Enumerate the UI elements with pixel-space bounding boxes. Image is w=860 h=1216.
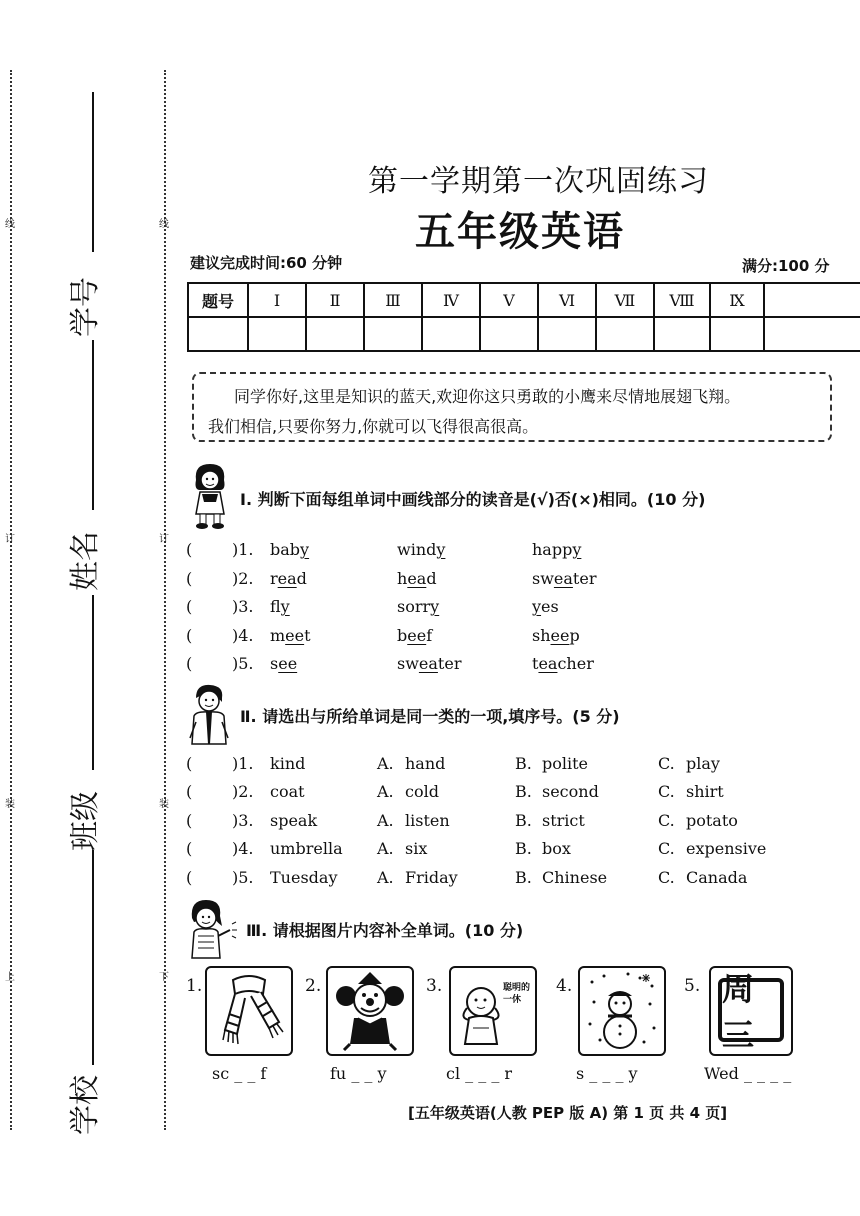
item-number: 1. <box>186 976 203 996</box>
class-label: 班级 <box>68 791 103 851</box>
picture-box <box>205 966 293 1056</box>
word: fly <box>270 597 290 616</box>
item-number: 3. <box>426 976 443 996</box>
answer-paren[interactable]: ( <box>186 626 193 645</box>
margin-mark: 上 <box>5 972 15 983</box>
greeting-box <box>192 372 832 442</box>
given-word: umbrella <box>270 839 343 858</box>
id-label: 学号 <box>68 277 103 337</box>
answer-paren[interactable]: ( <box>186 569 193 588</box>
item-number: )4. <box>232 839 254 858</box>
score-col: Ⅵ <box>538 283 596 317</box>
option-a: hand <box>405 754 446 773</box>
margin-mark: 装 <box>159 799 169 810</box>
option-b: strict <box>542 811 585 830</box>
word: meet <box>270 626 311 645</box>
score-col: Ⅲ <box>364 283 422 317</box>
fill-word: sc _ _ f <box>212 1064 267 1083</box>
option-a: listen <box>405 811 450 830</box>
answer-paren[interactable]: ( <box>186 597 193 616</box>
option-a-label: A. <box>377 754 394 773</box>
word: head <box>397 569 437 588</box>
picture-box <box>578 966 666 1056</box>
score-col: Ⅳ <box>422 283 480 317</box>
score-value-row <box>188 317 860 351</box>
picture-box <box>449 966 537 1056</box>
margin-mark: 线 <box>159 219 169 230</box>
full-marks: 满分:100 分 <box>742 257 830 275</box>
option-b-label: B. <box>515 782 532 801</box>
option-b: polite <box>542 754 589 773</box>
option-c: Canada <box>686 868 748 887</box>
score-head-cell: 题号 <box>188 283 248 317</box>
option-c: potato <box>686 811 738 830</box>
score-header-row <box>188 283 860 317</box>
name-line <box>92 340 94 510</box>
margin-mark: 装 <box>5 799 15 810</box>
page-footer: [五年级英语(人教 PEP 版 A) 第 1 页 共 4 页] <box>408 1104 728 1122</box>
score-col: Ⅴ <box>480 283 538 317</box>
item-number: 5. <box>684 976 701 996</box>
option-a-label: A. <box>377 811 394 830</box>
item-number: )5. <box>232 654 254 673</box>
answer-paren[interactable]: ( <box>186 811 193 830</box>
margin-mark: 下 <box>159 972 169 983</box>
score-table <box>187 282 860 352</box>
option-a-label: A. <box>377 782 394 801</box>
score-col: Ⅶ <box>596 283 654 317</box>
section-1-title: Ⅰ. 判断下面每组单词中画线部分的读音是(√)否(×)相同。(10 分) <box>240 490 706 509</box>
greeting-line: 我们相信,只要你努力,你就可以飞得很高很高。 <box>208 417 539 436</box>
option-a: cold <box>405 782 439 801</box>
option-b: box <box>542 839 571 858</box>
boy-icon <box>186 682 232 746</box>
word: sweater <box>532 569 597 588</box>
section-3-title: Ⅲ. 请根据图片内容补全单词。(10 分) <box>246 921 524 940</box>
word: teacher <box>532 654 594 673</box>
scarf-icon <box>207 968 291 1054</box>
score-col: Ⅷ <box>654 283 710 317</box>
score-cell[interactable] <box>188 317 248 351</box>
item-number: )4. <box>232 626 254 645</box>
item-number: )2. <box>232 782 254 801</box>
word: beef <box>397 626 433 645</box>
word: sheep <box>532 626 580 645</box>
score-col: Ⅸ <box>710 283 764 317</box>
given-word: kind <box>270 754 306 773</box>
item-number: )1. <box>232 540 254 559</box>
word: happy <box>532 540 582 559</box>
clown-icon <box>328 968 412 1054</box>
item-number: )3. <box>232 811 254 830</box>
item-number: )1. <box>232 754 254 773</box>
page-title: 第一学期第一次巩固练习 <box>368 164 709 199</box>
margin-mark: 订 <box>5 534 15 545</box>
option-b-label: B. <box>515 868 532 887</box>
score-col: Ⅱ <box>306 283 364 317</box>
score-cell[interactable] <box>764 317 860 351</box>
score-cell[interactable] <box>596 317 654 351</box>
subject-title: 五年级英语 <box>415 209 625 255</box>
word: yes <box>532 597 559 616</box>
name-label: 姓名 <box>68 531 103 591</box>
word: sweater <box>397 654 462 673</box>
score-cell[interactable] <box>654 317 710 351</box>
word: see <box>270 654 298 673</box>
time-note: 建议完成时间:60 分钟 <box>190 254 343 272</box>
item-number: )2. <box>232 569 254 588</box>
answer-paren[interactable]: ( <box>186 782 193 801</box>
given-word: coat <box>270 782 305 801</box>
thinking-baby-icon <box>451 968 535 1054</box>
option-c: shirt <box>686 782 724 801</box>
score-col <box>764 283 860 317</box>
score-cell[interactable] <box>248 317 306 351</box>
option-b: second <box>542 782 599 801</box>
option-b-label: B. <box>515 839 532 858</box>
option-c: play <box>686 754 720 773</box>
margin-mark: 线 <box>5 219 15 230</box>
answer-paren[interactable]: ( <box>186 540 193 559</box>
answer-paren[interactable]: ( <box>186 839 193 858</box>
word: read <box>270 569 307 588</box>
option-b-label: B. <box>515 754 532 773</box>
picture-box <box>709 966 793 1056</box>
word: baby <box>270 540 310 559</box>
score-cell[interactable] <box>710 317 764 351</box>
score-cell[interactable] <box>538 317 596 351</box>
option-c-label: C. <box>658 868 675 887</box>
answer-paren[interactable]: ( <box>186 868 193 887</box>
option-c-label: C. <box>658 754 675 773</box>
option-c: expensive <box>686 839 767 858</box>
score-cell[interactable] <box>364 317 422 351</box>
option-a: Friday <box>405 868 458 887</box>
id-line <box>92 92 94 252</box>
greeting-line: 同学你好,这里是知识的蓝天,欢迎你这只勇敢的小鹰来尽情地展翅飞翔。 <box>234 387 741 406</box>
item-number: 4. <box>556 976 573 996</box>
option-a-label: A. <box>377 839 394 858</box>
option-a-label: A. <box>377 868 394 887</box>
fill-word: cl _ _ _ r <box>446 1064 513 1083</box>
girl-pointing-icon <box>184 896 238 960</box>
given-word: Tuesday <box>270 868 338 887</box>
score-cell[interactable] <box>480 317 538 351</box>
calendar-day-text: 周三 <box>722 970 753 1054</box>
calendar-day-icon <box>718 970 784 1054</box>
word: sorry <box>397 597 440 616</box>
score-cell[interactable] <box>306 317 364 351</box>
score-cell[interactable] <box>422 317 480 351</box>
margin-mark: 订 <box>159 534 169 545</box>
option-c-label: C. <box>658 811 675 830</box>
word: windy <box>397 540 446 559</box>
girl-icon <box>186 460 234 530</box>
snowman-icon <box>580 968 664 1054</box>
item-number: )5. <box>232 868 254 887</box>
fill-word: fu _ _ y <box>330 1064 387 1083</box>
school-label: 学校 <box>68 1075 103 1135</box>
option-a: six <box>405 839 428 858</box>
option-c-label: C. <box>658 782 675 801</box>
score-col: Ⅰ <box>248 283 306 317</box>
picture-caption: 聪明的一休 <box>503 983 531 1005</box>
item-number: 2. <box>305 976 322 996</box>
answer-paren[interactable]: ( <box>186 654 193 673</box>
option-c-label: C. <box>658 839 675 858</box>
class-line <box>92 595 94 770</box>
school-line <box>92 850 94 1065</box>
picture-box <box>326 966 414 1056</box>
fill-word: Wed _ _ _ _ <box>704 1064 792 1083</box>
fill-word: s _ _ _ y <box>576 1064 638 1083</box>
item-number: )3. <box>232 597 254 616</box>
given-word: speak <box>270 811 318 830</box>
answer-paren[interactable]: ( <box>186 754 193 773</box>
option-b-label: B. <box>515 811 532 830</box>
option-b: Chinese <box>542 868 608 887</box>
section-2-title: Ⅱ. 请选出与所给单词是同一类的一项,填序号。(5 分) <box>240 707 620 726</box>
